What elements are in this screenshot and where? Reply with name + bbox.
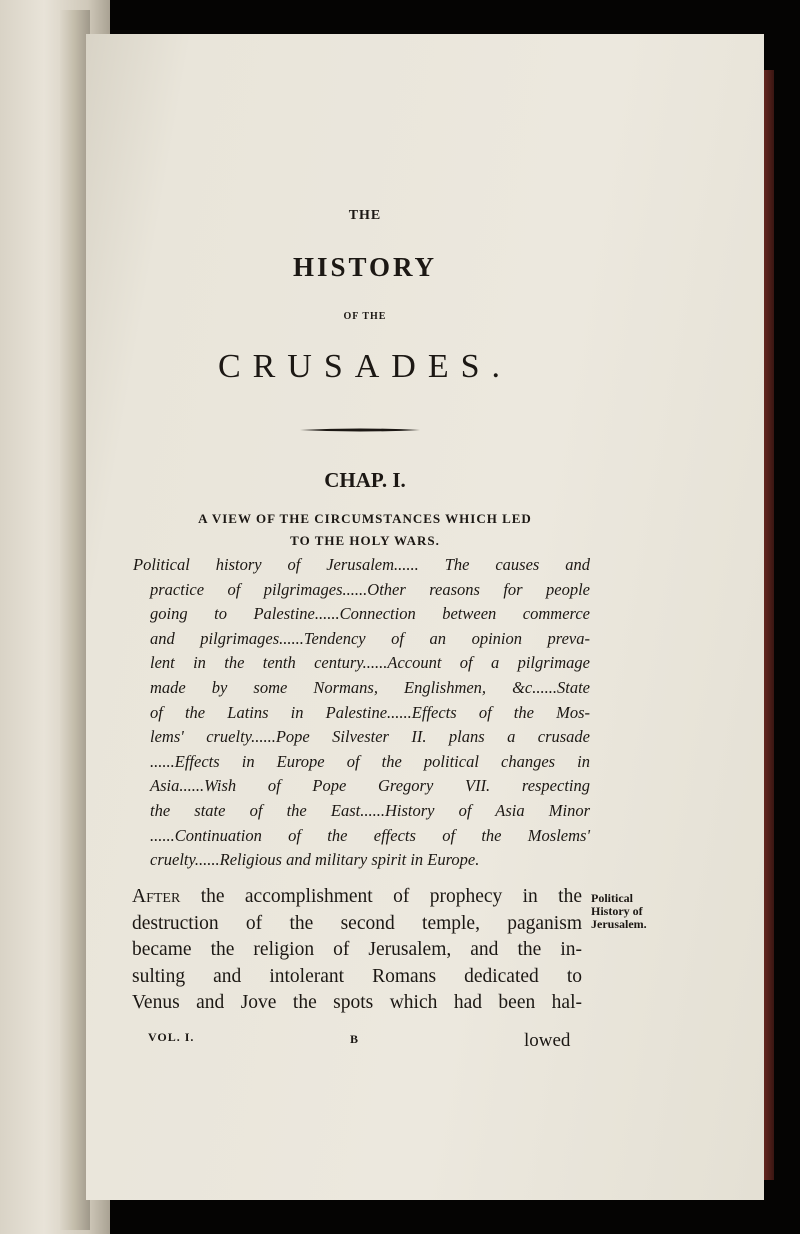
synopsis-line: lems' cruelty......Pope Silvester II. plans a crusade: [150, 727, 590, 747]
synopsis-line: cruelty......Religious and military spirit in Europe.: [150, 850, 480, 870]
synopsis-line: practice of pilgrimages......Other reasons for people: [150, 579, 590, 599]
title-history: HISTORY: [292, 252, 438, 282]
marginal-note: [591, 892, 647, 931]
marginal-note-line: History of: [591, 904, 643, 918]
synopsis-line: ......Continuation of the effects of the Moslems': [150, 825, 590, 845]
synopsis-line: Political history of Jerusalem...... The causes and: [133, 555, 590, 574]
synopsis-line: Asia......Wish of Pope Gregory VII. respecting: [150, 776, 590, 796]
body-line: became the religion of Jerusalem, and the in-: [132, 939, 582, 960]
body-line: destruction of the second temple, paganism: [132, 912, 582, 934]
synopsis-line: made by some Normans, Englishmen, &c......State: [150, 677, 590, 697]
body-line: sulting and intolerant Romans dedicated to: [132, 965, 582, 987]
marginal-note-line: Political: [591, 891, 633, 905]
body-text: [132, 884, 582, 1017]
synopsis-line: and pilgrimages......Tendency of an opinion preva-: [150, 628, 590, 648]
signature-letter: B: [350, 1032, 359, 1046]
synopsis-line: ......Effects in Europe of the political changes in: [150, 751, 590, 771]
subtitle-line: TO THE HOLY WARS.: [290, 533, 440, 548]
chapter-subtitle: [140, 508, 590, 552]
marginal-note-line: Jerusalem.: [591, 917, 647, 931]
synopsis-line: of the Latins in Palestine......Effects of the Mos-: [150, 702, 590, 722]
body-line-rest: the accomplishment of prophecy in the: [200, 886, 582, 907]
chapter-synopsis: [133, 553, 590, 873]
body-line: Venus and Jove the spots which had been hal-: [132, 992, 582, 1013]
subtitle-line: A VIEW OF THE CIRCUMSTANCES WHICH LED: [198, 511, 532, 526]
volume-signature: VOL. I.: [148, 1030, 195, 1044]
synopsis-line: lent in the tenth century......Account of a pilgrimage: [150, 653, 590, 673]
chapter-heading: CHAP. I.: [324, 468, 406, 492]
ornament-rule: [300, 426, 420, 434]
title-of-the: OF THE: [343, 311, 387, 322]
title-crusades: CRUSADES.: [217, 348, 513, 385]
title-the: THE: [348, 208, 382, 223]
catchword: lowed: [524, 1030, 571, 1051]
drop-word: After: [132, 886, 181, 907]
synopsis-line: going to Palestine......Connection between commerce: [150, 604, 590, 624]
synopsis-line: the state of the East......History of Asia Minor: [150, 800, 590, 820]
body-line: [132, 884, 582, 911]
